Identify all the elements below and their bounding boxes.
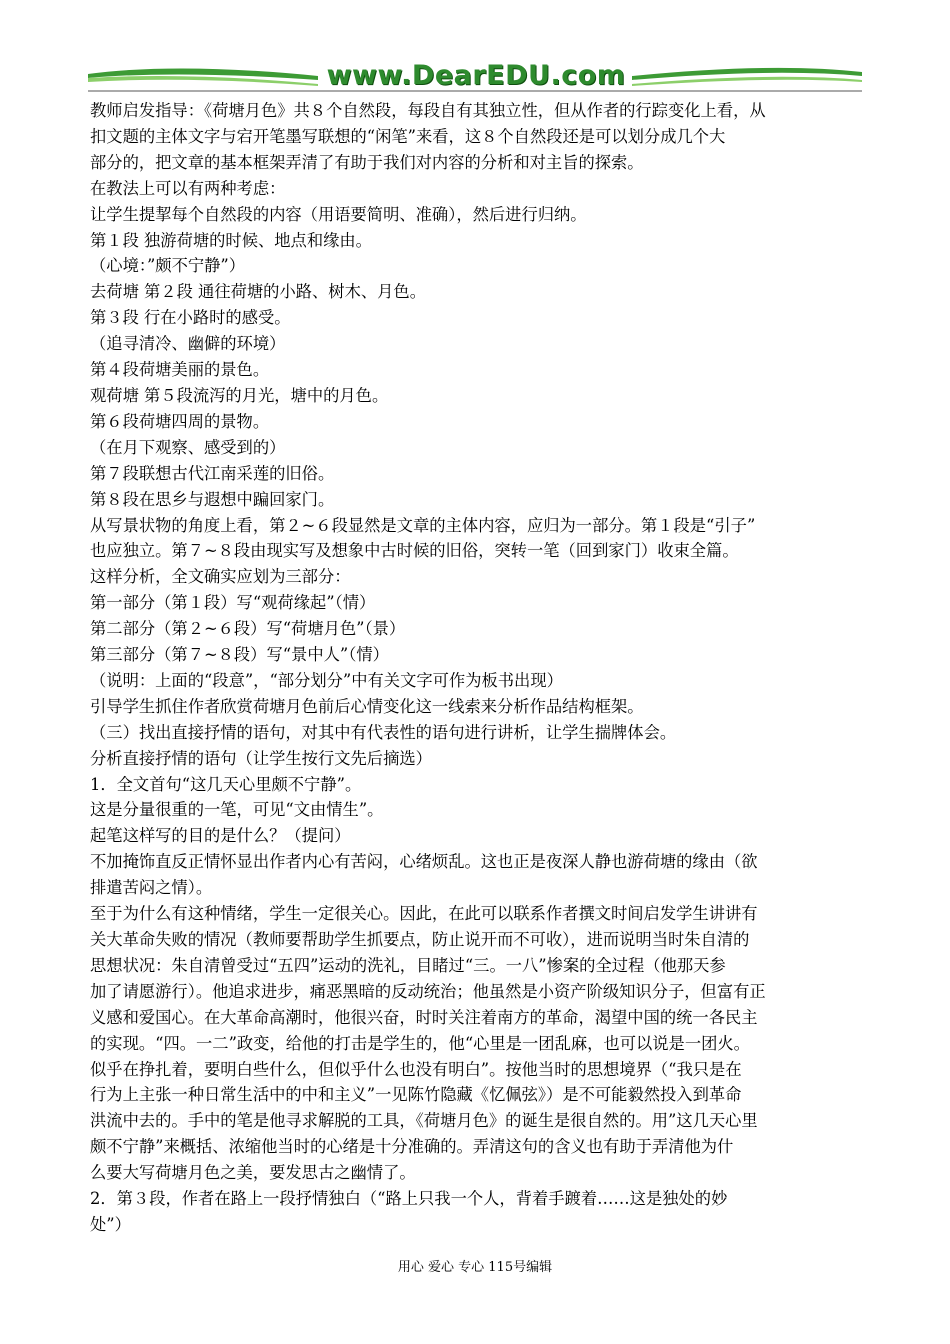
text-line: 关大革命失败的情况（教师要帮助学生抓要点，防止说开而不可收），进而说明当时朱自清的: [90, 930, 750, 949]
text-line: 教师启发指导：《荷塘月色》共８个自然段，每段自有其独立性，但从作者的行踪变化上看，从: [90, 101, 766, 120]
text-line: 起笔这样写的目的是什么？（提问）: [90, 826, 351, 846]
text-line: 行为上主张一种日常生活中的中和主义”一见陈竹隐藏《忆佩弦》）是不可能毅然投入到革命: [90, 1085, 742, 1105]
text-line: 么要大写荷塘月色之美，要发思古之幽情了。: [90, 1163, 416, 1183]
text-line: （追寻清冷、幽僻的环境）: [90, 334, 286, 354]
text-line: 引导学生抓住作者欣赏荷塘月色前后心情变化这一线索来分析作品结构框架。: [90, 696, 644, 716]
text-line: 也应独立。第７~８段由现实写及想象中古时候的旧俗，突转一笔（回到家门）收束全篇。: [90, 541, 739, 561]
text-line: 第一部分（第１段）写“观荷缘起”（情）: [90, 593, 376, 613]
text-line: 第１段 独游荷塘的时候、地点和缘由。: [90, 230, 372, 250]
text-line: 洪流中去的。手中的笔是他寻求解脱的工具，《荷塘月色》的诞生是很自然的。用”这几天心里: [90, 1111, 758, 1131]
text-line: 这样分析，全文确实应划为三部分：: [90, 567, 351, 587]
text-line: 在教法上可以有两种考虑：: [90, 178, 286, 198]
text-line: 部分的，把文章的基本框架弄清了有助于我们对内容的分析和对主旨的探索。: [90, 152, 644, 172]
text-line: 第６段荷塘四周的景物。: [90, 411, 270, 431]
text-line: 1．全文首句“这几天心里颇不宁静”。: [90, 774, 362, 794]
text-line: 让学生提挈每个自然段的内容（用语要简明、准确），然后进行归纳。: [90, 204, 587, 224]
text-line: （三）找出直接抒情的语句，对其中有代表性的语句进行讲析，让学生揣牌体会。: [90, 722, 677, 742]
text-line: 加了请愿游行）。他追求进步，痛恶黑暗的反动统治；他虽然是小资产阶级知识分子，但富有正: [90, 981, 766, 1001]
text-line: 义感和爱国心。在大革命高潮时，他很兴奋，时时关注着南方的革命，渴望中国的统一各民主: [90, 1007, 758, 1027]
text-line: 第二部分（第２~６段）写“荷塘月色”（景）: [90, 619, 406, 639]
text-line: 2．第３段，作者在路上一段抒情独白（“路上只我一个人，背着手踱着……这是独处的妙: [90, 1189, 728, 1209]
article-body: [90, 98, 862, 1238]
text-line: （心境：”颇不宁静”）: [90, 256, 246, 276]
text-line: 扣文题的主体文字与宕开笔墨写联想的“闲笔”来看，这８个自然段还是可以划分成几个大: [90, 126, 726, 146]
text-line: 第７段联想古代江南采莲的旧俗。: [90, 463, 335, 483]
text-line: 不加掩饰直反正情怀显出作者内心有苦闷，心绪烦乱。这也正是夜深人静也游荷塘的缘由（欲: [90, 852, 758, 872]
text-line: （在月下观察、感受到的）: [90, 437, 286, 457]
text-line: 分析直接抒情的语句（让学生按行文先后摘选）: [90, 748, 432, 768]
text-line: 观荷塘 第５段流泻的月光，塘中的月色。: [90, 385, 389, 405]
page-footer: 用心 爱心 专心 115号编辑: [397, 1260, 553, 1275]
text-line: 处”）: [90, 1214, 131, 1234]
text-line: 去荷塘 第２段 通往荷塘的小路、树木、月色。: [90, 282, 426, 302]
text-line: 思想状况：朱自清曾受过“五四”运动的洗礼，目睹过“三。一八”惨案的全过程（他那天参: [90, 955, 726, 975]
text-line: （说明：上面的“段意”，“部分划分”中有关文字可作为板书出现）: [90, 670, 563, 690]
text-line: 似乎在挣扎着，要明白些什么，但似乎什么也没有明白”。按他当时的思想境界（“我只是在: [90, 1059, 742, 1079]
text-line: 从写景状物的角度上看，第２~６段显然是文章的主体内容，应归为一部分。第１段是“引子”: [90, 515, 756, 535]
text-line: 排遣苦闷之情）。: [90, 878, 213, 898]
site-logo-text: www.DearEDU.com: [326, 60, 626, 91]
text-line: 的实现。“四。一二”政变，给他的打击是学生的，他“心里是一团乱麻，也可以说是一团火。: [90, 1033, 750, 1053]
text-line: 颇不宁静”来概括、浓缩他当时的心绪是十分准确的。弄清这句的含义也有助于弄清他为什: [90, 1137, 734, 1157]
text-line: 这是分量很重的一笔，可见“文由情生”。: [90, 800, 384, 820]
site-header-banner: [88, 58, 862, 98]
text-line: 第三部分（第７~８段）写“景中人”（情）: [90, 645, 389, 665]
text-line: 第８段在思乡与遐想中蹁回家门。: [90, 489, 335, 509]
text-line: 至于为什么有这种情绪，学生一定很关心。因此，在此可以联系作者撰文时间启发学生讲讲有: [90, 904, 758, 924]
text-line: 第３段 行在小路时的感受。: [90, 308, 291, 328]
text-line: 第４段荷塘美丽的景色。: [90, 360, 270, 380]
